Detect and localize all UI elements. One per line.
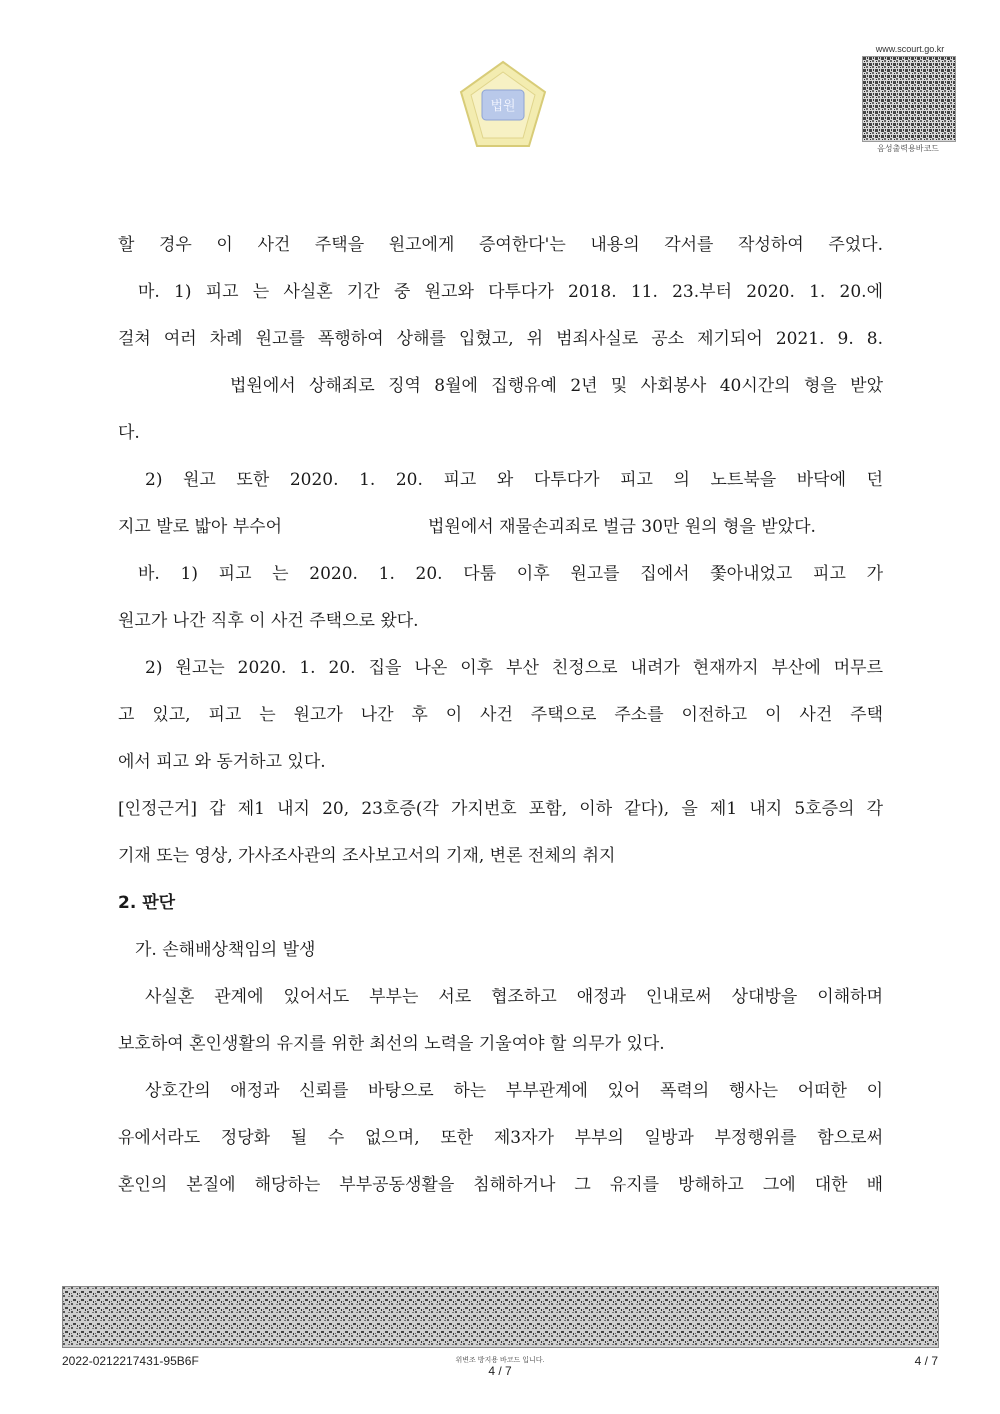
section-heading: 2. 판단 (118, 893, 176, 913)
body-line: 2) 원고는 2020. 1. 20. 집을 나온 이후 부산 친정으로 내려가 현재까지 부산에 머무르 (145, 658, 883, 678)
document-id: 2022-0212217431-95B6F (62, 1354, 199, 1368)
body-line: 법원에서 상해죄로 징역 8월에 집행유예 2년 및 사회봉사 40시간의 형을 받았 (230, 376, 883, 396)
body-line: 마. 1) 피고 는 사실혼 기간 중 원고와 다투다가 2018. 11. 23.부터 2020. 1. 20.에 (138, 282, 883, 302)
body-line: 다. (118, 423, 140, 443)
page-number: 4 / 7 (914, 1354, 938, 1368)
body-line: 상호간의 애정과 신뢰를 바탕으로 하는 부부관계에 있어 폭력의 행사는 어떠한 이 (145, 1081, 883, 1101)
court-seal-emblem (455, 58, 551, 154)
barcode-note: 위변조 방지용 바코드 입니다. (455, 1357, 545, 1364)
body-line: 지고 발로 밟아 부수어 (118, 517, 283, 537)
page-number-center: 4 / 7 (488, 1364, 512, 1378)
body-line: [인정근거] 갑 제1 내지 20, 23호증(각 가지번호 포함, 이하 같다), 을 제1 내지 5호증의 각 (118, 799, 883, 819)
svg-text:법원: 법원 (490, 99, 516, 114)
body-line: 기재 또는 영상, 가사조사관의 조사보고서의 기재, 변론 전체의 취지 (118, 846, 616, 866)
body-line: 바. 1) 피고 는 2020. 1. 20. 다툼 이후 원고를 집에서 쫓아내었고 피고 가 (138, 564, 883, 584)
body-line: 혼인의 본질에 해당하는 부부공동생활을 침해하거나 그 유지를 방해하고 그에 대한 배 (118, 1175, 883, 1195)
site-url: www.scourt.go.kr (875, 44, 945, 54)
body-line: 유에서라도 정당화 될 수 없으며, 또한 제3자가 부부의 일방과 부정행위를 함으로써 (118, 1128, 883, 1148)
body-line: 에서 피고 와 동거하고 있다. (118, 752, 326, 772)
body-line: 보호하여 혼인생활의 유지를 위한 최선의 노력을 기울여야 할 의무가 있다. (118, 1034, 665, 1054)
body-line: 법원에서 재물손괴죄로 벌금 30만 원의 형을 받았다. (428, 517, 816, 537)
body-line: 할 경우 이 사건 주택을 원고에게 증여한다'는 내용의 각서를 작성하여 주었다. (118, 235, 883, 255)
body-line: 고 있고, 피고 는 원고가 나간 후 이 사건 주택으로 주소를 이전하고 이 사건 주택 (118, 705, 883, 725)
voice-output-barcode-icon (862, 56, 956, 142)
body-line: 원고가 나간 직후 이 사건 주택으로 왔다. (118, 611, 419, 631)
barcode-caption: 음성출력용바코드 (877, 144, 939, 153)
subsection-heading: 가. 손해배상책임의 발생 (135, 940, 316, 960)
body-line: 걸쳐 여러 차례 원고를 폭행하여 상해를 입혔고, 위 범죄사실로 공소 제기되어 2021. 9. 8. (118, 329, 883, 349)
anti-forgery-barcode-icon (62, 1286, 939, 1348)
body-line: 2) 원고 또한 2020. 1. 20. 피고 와 다투다가 피고 의 노트북을 바닥에 던 (145, 470, 883, 490)
body-line: 사실혼 관계에 있어서도 부부는 서로 협조하고 애정과 인내로써 상대방을 이해하며 (145, 987, 883, 1007)
